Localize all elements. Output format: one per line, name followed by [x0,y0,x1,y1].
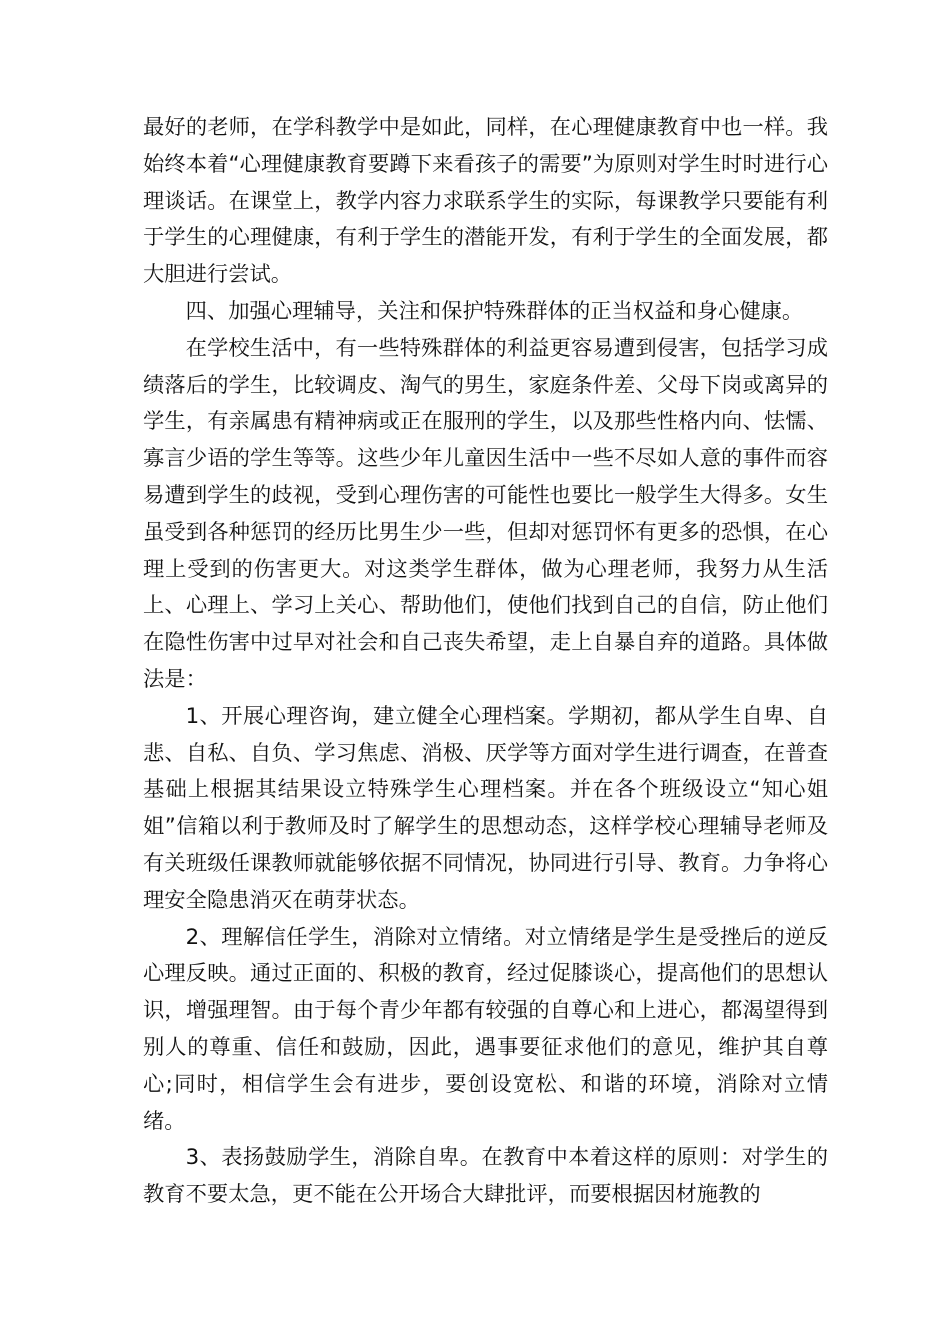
paragraph-4: 1、开展心理咨询，建立健全心理档案。学期初，都从学生自卑、自悲、自私、自负、学习焦虑、消极、厌学等方面对学生进行调查，在普查基础上根据其结果设立特殊学生心理档案。并在各个班级设立“知心姐姐”信箱以利于教师及时了解学生的思想动态，这样学校心理辅导老师及有关班级任课教师就能够依据不同情况，协同进行引导、教育。力争将心理安全隐患消灭在萌芽状态。 [143,703,828,913]
paragraph-1: 最好的老师，在学科教学中是如此，同样，在心理健康教育中也一样。我始终本着“心理健康教育要蹲下来看孩子的需要”为原则对学生时时进行心理谈话。在课堂上，教学内容力求联系学生的实际，每课教学只要能有利于学生的心理健康，有利于学生的潜能开发，有利于学生的全面发展，都大胆进行尝试。 [143,115,828,288]
paragraph-5: 2、理解信任学生，消除对立情绪。对立情绪是学生是受挫后的逆反心理反映。通过正面的、积极的教育，经过促膝谈心，提高他们的思想认识，增强理智。由于每个青少年都有较强的自尊心和上进心，都渴望得到别人的尊重、信任和鼓励，因此，遇事要征求他们的意见，维护其自尊心;同时，相信学生会有进步，要创设宽松、和谐的环境，消除对立情绪。 [143,924,828,1134]
paragraph-3: 在学校生活中，有一些特殊群体的利益更容易遭到侵害，包括学习成绩落后的学生，比较调皮、淘气的男生，家庭条件差、父母下岗或离异的学生，有亲属患有精神病或正在服刑的学生，以及那些性格内向、怯懦、寡言少语的学生等等。这些少年儿童因生活中一些不尽如人意的事件而容易遭到学生的歧视，受到心理伤害的可能性也要比一般学生大得多。女生虽受到各种惩罚的经历比男生少一些，但却对惩罚怀有更多的恐惧，在心理上受到的伤害更大。对这类学生群体，做为心理老师，我努力从生活上、心理上、学习上关心、帮助他们，使他们找到自己的自信，防止他们在隐性伤害中过早对社会和自己丧失希望，走上自暴自弃的道路。具体做法是： [143,335,828,692]
paragraph-2-heading: 四、加强心理辅导，关注和保护特殊群体的正当权益和身心健康。 [185,298,804,324]
document-body [143,110,828,1214]
paragraph-6: 3、表扬鼓励学生，消除自卑。在教育中本着这样的原则：对学生的教育不要太急，更不能在公开场合大肆批评，而要根据因材施教的 [143,1145,828,1208]
